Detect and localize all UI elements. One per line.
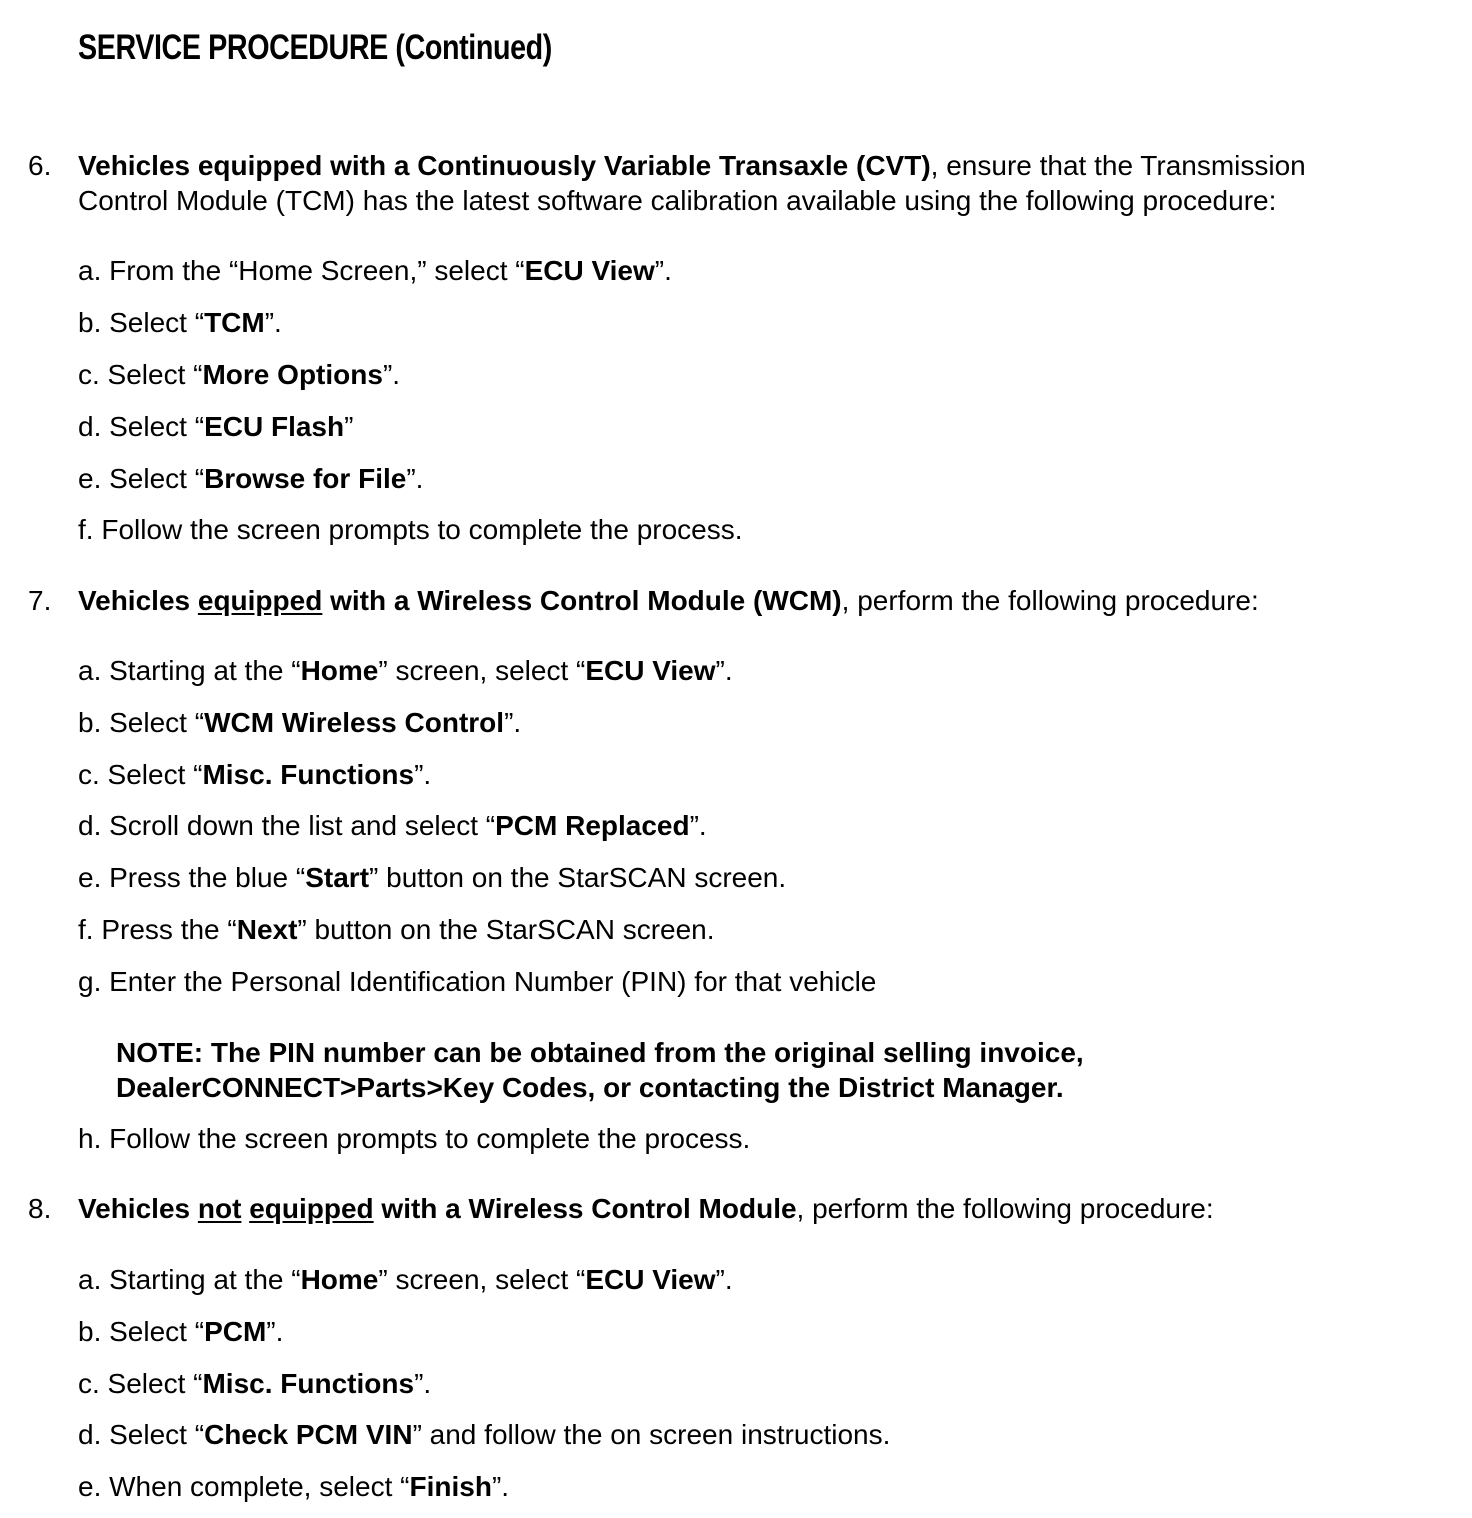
step-6-item-c [78, 357, 400, 392]
step-7-item-e-text: e. Press the blue “ [78, 862, 306, 893]
step-7-item-f-text: f. Press the “ [78, 914, 237, 945]
step-7-item-a-text: a. Starting at the “ [78, 655, 301, 686]
page-title: SERVICE PROCEDURE (Continued) [78, 28, 552, 67]
step-6-item-a [78, 253, 672, 288]
step-7-item-a-post: ”. [715, 655, 733, 686]
step-7-item-h: h. Follow the screen prompts to complete the process. [78, 1123, 751, 1154]
step-8-item-c-bold: Misc. Functions [202, 1368, 415, 1399]
step-6-item-e-text: e. Select “ [78, 463, 205, 494]
step-8-item-d [78, 1417, 890, 1452]
step-8-number: 8. [28, 1193, 52, 1224]
step-7-item-d-post: ”. [689, 810, 707, 841]
step-8-item-b-text: b. Select “ [78, 1316, 205, 1347]
step-6-item-e [78, 461, 423, 496]
step-8-item-e-bold: Finish [409, 1471, 492, 1502]
step-7-item-b-text: b. Select “ [78, 707, 205, 738]
step-8-item-b-bold: PCM [204, 1316, 267, 1347]
step-8-lead-underline-1: not [197, 1193, 242, 1224]
step-6-item-d-post: ” [344, 411, 354, 442]
step-6-item-f-text: f. Follow the screen prompts to complete the process. [78, 514, 743, 545]
step-8-lead [78, 1191, 1214, 1226]
step-7-item-d-text: d. Scroll down the list and select “ [78, 810, 496, 841]
step-7-item-g [78, 964, 876, 999]
step-7-item-c-text: c. Select “ [78, 759, 203, 790]
step-7-item-f-bold: Next [236, 914, 298, 945]
step-7-lead-bold-1: Vehicles [78, 585, 198, 616]
note-line-1: NOTE: The PIN number can be obtained from the original selling invoice, [116, 1037, 1084, 1068]
step-6-item-d [78, 409, 353, 444]
step-7-item-d-bold: PCM Replaced [495, 810, 690, 841]
step-8-item-c-text: c. Select “ [78, 1368, 203, 1399]
step-7-item-f-post: ” button on the StarSCAN screen. [297, 914, 715, 945]
step-7-item-c-bold: Misc. Functions [202, 759, 415, 790]
step-6-item-d-bold: ECU Flash [204, 411, 345, 442]
step-8-lead-bold-1: Vehicles [78, 1193, 198, 1224]
step-8-lead-underline-2: equipped [249, 1193, 374, 1224]
step-7-item-a-bold-1: Home [300, 655, 379, 686]
note-line-2: DealerCONNECT>Parts>Key Codes, or contacting the District Manager. [116, 1072, 1064, 1103]
step-8-item-b [78, 1314, 283, 1349]
step-7-item-b-post: ”. [504, 707, 522, 738]
step-6-item-b-bold: TCM [204, 307, 265, 338]
step-7-item-c [78, 757, 431, 792]
step-7-lead [78, 583, 1259, 618]
step-8-item-a-bold-1: Home [300, 1264, 379, 1295]
step-7-lead-underline: equipped [197, 585, 323, 616]
step-8-lead-bold-2: with a Wireless Control Module [373, 1193, 797, 1224]
step-7-item-b [78, 705, 521, 740]
step-6-item-d-text: d. Select “ [78, 411, 205, 442]
step-8-item-a-mid: ” screen, select “ [378, 1264, 586, 1295]
step-6-item-e-bold: Browse for File [204, 463, 407, 494]
step-7-item-a-mid: ” screen, select “ [378, 655, 586, 686]
step-6-item-b [78, 305, 282, 340]
step-6-item-a-post: ”. [654, 255, 672, 286]
step-6-item-b-text: b. Select “ [78, 307, 205, 338]
step-8-item-a-bold-2: ECU View [585, 1264, 716, 1295]
step-8-item-a-text: a. Starting at the “ [78, 1264, 301, 1295]
step-8-item-c [78, 1366, 431, 1401]
step-6-item-c-bold: More Options [202, 359, 383, 390]
step-6-item-f [78, 512, 743, 547]
step-7-lead-rest: , perform the following procedure: [841, 585, 1259, 616]
step-6-number: 6. [28, 150, 52, 181]
step-7-item-f [78, 912, 715, 947]
step-7-item-a [78, 653, 733, 688]
step-7-item-a-bold-2: ECU View [585, 655, 716, 686]
step-8-item-d-post: ” and follow the on screen instructions. [412, 1419, 891, 1450]
step-6-item-e-post: ”. [406, 463, 424, 494]
step-6-lead-line-2: Control Module (TCM) has the latest software calibration available using the following procedure: [78, 185, 1277, 216]
step-8-item-c-post: ”. [414, 1368, 432, 1399]
step-8-item-e-post: ”. [491, 1471, 510, 1502]
step-7-item-c-post: ”. [414, 759, 432, 790]
step-6-item-b-post: ”. [264, 307, 282, 338]
step-7-item-g-text: g. Enter the Personal Identification Number (PIN) for that vehicle [78, 966, 877, 997]
step-8-lead-rest: , perform the following procedure: [796, 1193, 1214, 1224]
step-6-item-a-bold: ECU View [524, 255, 655, 286]
step-8-item-e [78, 1469, 509, 1504]
step-7-item-b-bold: WCM Wireless Control [204, 707, 505, 738]
step-8-item-b-post: ”. [266, 1316, 284, 1347]
step-8-item-d-bold: Check PCM VIN [204, 1419, 413, 1450]
step-8-item-a-post: ”. [715, 1264, 733, 1295]
step-7-item-d [78, 808, 707, 843]
step-8-item-e-text: e. When complete, select “ [78, 1471, 410, 1502]
step-6-item-c-post: ”. [382, 359, 401, 390]
step-7-item-e-post: ” button on the StarSCAN screen. [369, 862, 787, 893]
step-7-item-e [78, 860, 786, 895]
step-6-item-c-text: c. Select “ [78, 359, 203, 390]
step-7-item-e-bold: Start [305, 862, 370, 893]
step-7-lead-bold-2: with a Wireless Control Module (WCM) [322, 585, 842, 616]
step-8-item-d-text: d. Select “ [78, 1419, 205, 1450]
step-6-item-a-text: a. From the “Home Screen,” select “ [78, 255, 525, 286]
step-6-lead-bold: Vehicles equipped with a Continuously Variable Transaxle (CVT) [78, 150, 931, 181]
step-8-item-a [78, 1262, 733, 1297]
step-7-number: 7. [28, 585, 52, 616]
step-6-lead-rest: , ensure that the Transmission [930, 150, 1306, 181]
step-6-lead [78, 148, 1306, 183]
